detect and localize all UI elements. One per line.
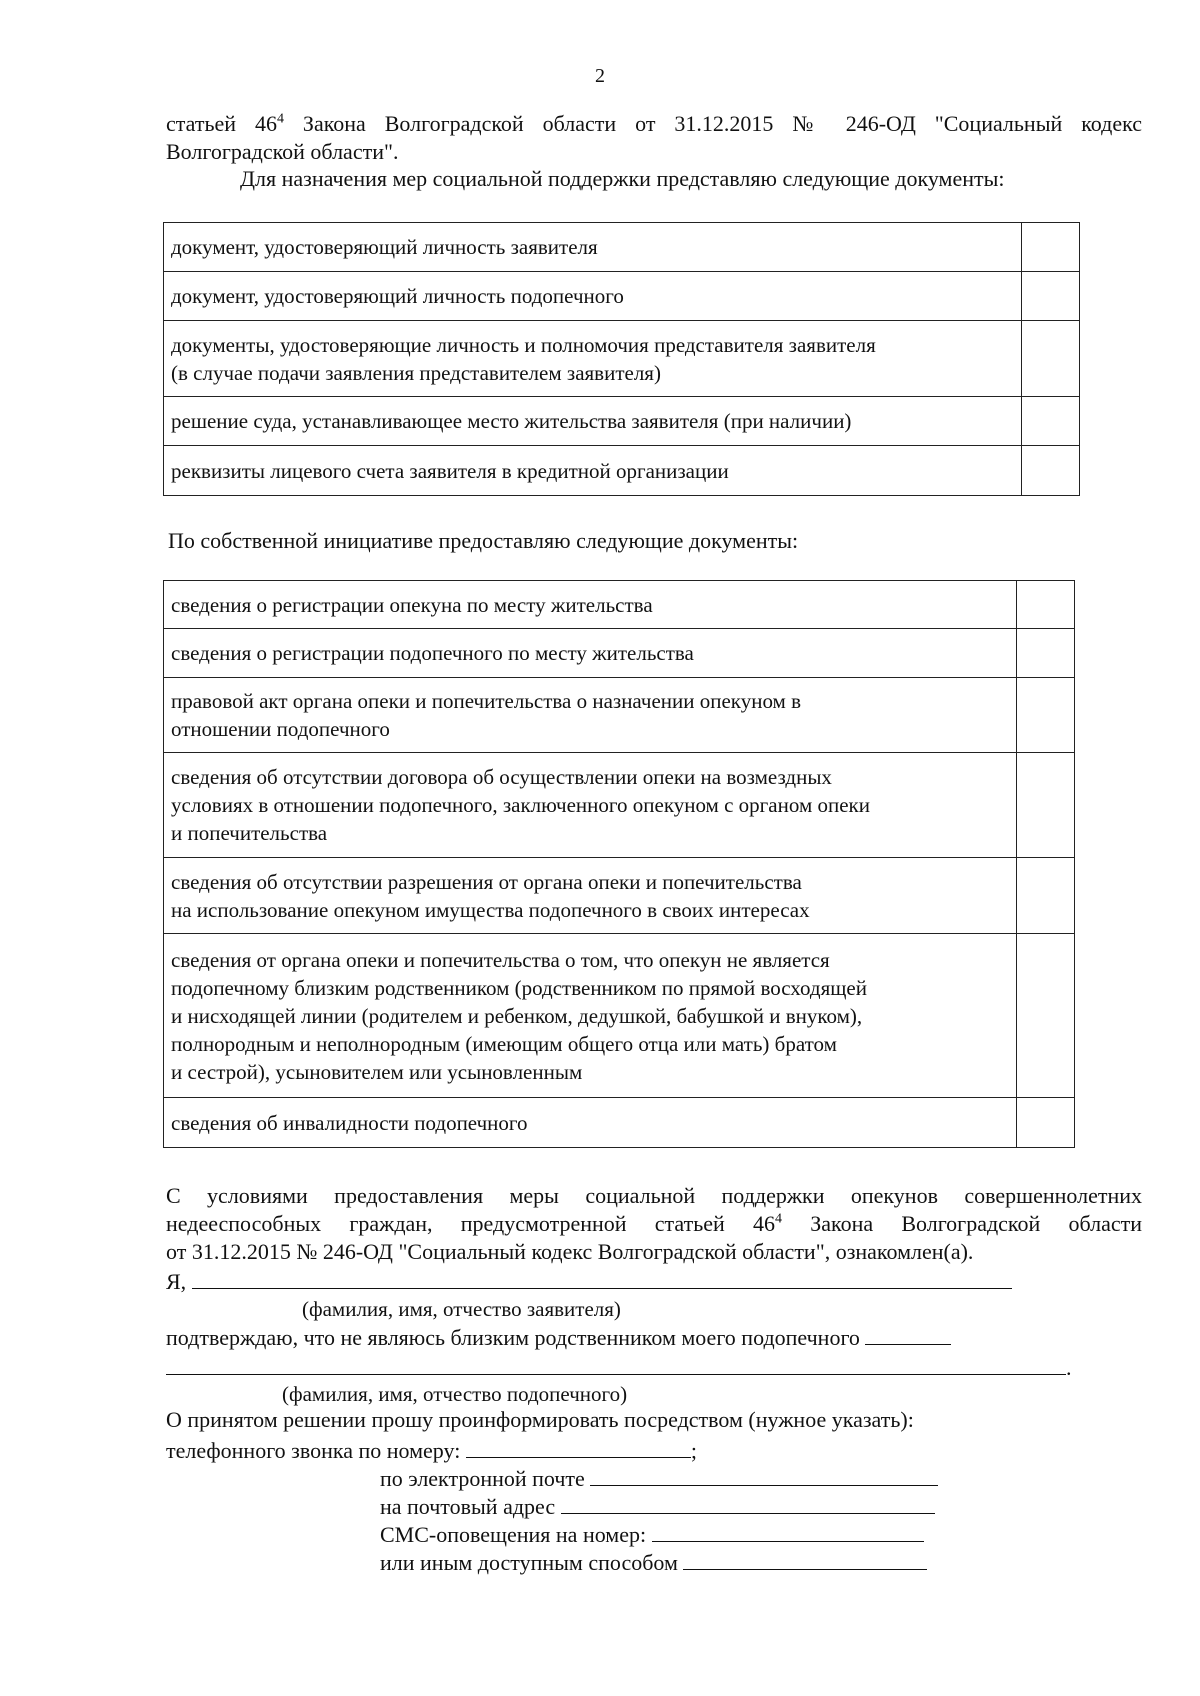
- notify-other-line: [380, 1547, 927, 1577]
- document-description: [164, 223, 1022, 272]
- ward-caption: (фамилия, имя, отчество подопечного): [282, 1382, 628, 1406]
- required-docs-table: [163, 222, 1080, 496]
- conditions-superscript: 4: [775, 1211, 783, 1227]
- notify-intro: О принятом решении прошу проинформировать посредством (нужное указать):: [166, 1407, 914, 1432]
- document-description: [164, 272, 1022, 321]
- document-description: [164, 581, 1017, 629]
- table-row: [164, 272, 1080, 321]
- notify-email-line: [380, 1463, 938, 1493]
- notify-phone-line: [166, 1435, 697, 1465]
- document-description: [164, 1098, 1017, 1148]
- document-checkbox[interactable]: [1022, 321, 1080, 397]
- conditions-line-2: [166, 1210, 1142, 1238]
- document-line: реквизиты лицевого счета заявителя в кредитной организации: [171, 458, 729, 483]
- document-checkbox[interactable]: [1017, 934, 1075, 1098]
- required-docs-lead: Для назначения мер социальной поддержки представляю следующие документы:: [240, 166, 1005, 191]
- notify-post-line: [380, 1491, 935, 1521]
- document-description: [164, 934, 1017, 1098]
- document-line: и сестрой), усыновителем или усыновленным: [171, 1059, 583, 1084]
- confirm-text: подтверждаю, что не являюсь близким родственником моего подопечного: [166, 1325, 860, 1350]
- document-line: документы, удостоверяющие личность и полномочия представителя заявителя: [171, 332, 876, 357]
- document-line: на использование опекуном имущества подопечного в своих интересах: [171, 897, 810, 922]
- document-line: сведения о регистрации опекуна по месту жительства: [171, 592, 653, 617]
- other-method-field[interactable]: [683, 1547, 927, 1570]
- document-description: [164, 629, 1017, 678]
- document-checkbox[interactable]: [1022, 223, 1080, 272]
- conditions-line-1: С условиями предоставления меры социальной поддержки опекунов совершеннолетних: [166, 1183, 1142, 1208]
- conditions-text-a: недееспособных граждан, предусмотренной статьей 46: [166, 1211, 776, 1236]
- table-row: [164, 629, 1075, 678]
- document-checkbox[interactable]: [1022, 272, 1080, 321]
- table-row: [164, 581, 1075, 629]
- table-row: [164, 678, 1075, 753]
- sms-field[interactable]: [652, 1519, 924, 1542]
- intro-line-1: [166, 110, 1142, 138]
- document-line: сведения об отсутствии разрешения от органа опеки и попечительства: [171, 869, 802, 894]
- table-row: [164, 934, 1075, 1098]
- document-checkbox[interactable]: [1017, 858, 1075, 934]
- table-row: [164, 1098, 1075, 1148]
- optional-docs-lead: По собственной инициативе предоставляю следующие документы:: [168, 528, 799, 553]
- ward-line: [166, 1352, 1072, 1382]
- document-line: условиях в отношении подопечного, заключенного опекуном с органом опеки: [171, 793, 870, 817]
- document-checkbox[interactable]: [1017, 753, 1075, 858]
- confirm-line: [166, 1322, 951, 1352]
- document-checkbox[interactable]: [1017, 581, 1075, 629]
- table-row: [164, 397, 1080, 446]
- document-description: [164, 678, 1017, 753]
- document-line: документ, удостоверяющий личность заявителя: [171, 235, 598, 259]
- applicant-line: [166, 1266, 1012, 1296]
- document-line: правовой акт органа опеки и попечительства о назначении опекуном в: [171, 689, 802, 713]
- notify-sms-line: [380, 1519, 924, 1549]
- document-description: [164, 753, 1017, 858]
- notify-phone-end: ;: [690, 1438, 697, 1463]
- document-line: (в случае подачи заявления представителем заявителя): [171, 360, 661, 385]
- document-line: полнородным и неполнородным (имеющим общего отца или мать) братом: [171, 1031, 837, 1056]
- applicant-name-field[interactable]: [192, 1266, 1012, 1289]
- table-row: [164, 753, 1075, 858]
- document-description: [164, 397, 1022, 446]
- conditions-line-3: от 31.12.2015 № 246-ОД "Социальный кодекс Волгоградской области", ознакомлен(а).: [166, 1239, 974, 1264]
- table-row: [164, 321, 1080, 397]
- page-number: 2: [595, 65, 605, 87]
- document-checkbox[interactable]: [1022, 446, 1080, 496]
- document-checkbox[interactable]: [1022, 397, 1080, 446]
- table-row: [164, 223, 1080, 272]
- conditions-text-b: Закона Волгоградской области: [782, 1211, 1143, 1236]
- document-line: сведения о регистрации подопечного по месту жительства: [171, 641, 694, 665]
- notify-other-label: или иным доступным способом: [380, 1550, 678, 1575]
- intro-line-2: Волгоградской области".: [166, 139, 399, 164]
- document-description: [164, 321, 1022, 397]
- intro-paragraph: [166, 110, 1142, 166]
- document-description: [164, 446, 1022, 496]
- document-description: [164, 858, 1017, 934]
- intro-superscript: 4: [276, 111, 284, 127]
- document-line: документ, удостоверяющий личность подопечного: [171, 284, 624, 308]
- document-checkbox[interactable]: [1017, 678, 1075, 753]
- notify-sms-label: СМС-оповещения на номер:: [380, 1522, 647, 1547]
- optional-docs-table: [163, 580, 1075, 1148]
- document-line: сведения от органа опеки и попечительства о том, что опекун не является: [171, 947, 830, 972]
- email-field[interactable]: [590, 1463, 938, 1486]
- intro-text-b: Закона Волгоградской области от 31.12.2015 № 246-ОД "Социальный кодекс: [283, 111, 1143, 136]
- document-line: подопечному близким родственником (родственником по прямой восходящей: [171, 975, 867, 1000]
- notify-phone-label: телефонного звонка по номеру:: [166, 1438, 461, 1463]
- notify-post-label: на почтовый адрес: [380, 1494, 556, 1519]
- table-row: [164, 858, 1075, 934]
- document-line: отношении подопечного: [171, 717, 390, 741]
- intro-text-a: статьей 46: [166, 111, 277, 136]
- post-address-field[interactable]: [561, 1491, 935, 1514]
- conditions-paragraph: [166, 1182, 1142, 1266]
- document-line: сведения об инвалидности подопечного: [171, 1110, 528, 1135]
- ward-line-end: .: [1066, 1355, 1072, 1380]
- document-checkbox[interactable]: [1017, 629, 1075, 678]
- notify-email-label: по электронной почте: [380, 1466, 585, 1491]
- ward-name-field[interactable]: [166, 1352, 1066, 1375]
- document-line: решение суда, устанавливающее место жительства заявителя (при наличии): [171, 409, 852, 433]
- applicant-prefix: Я,: [166, 1269, 187, 1294]
- table-row: [164, 446, 1080, 496]
- document-line: и попечительства: [171, 821, 328, 845]
- applicant-caption: (фамилия, имя, отчество заявителя): [302, 1297, 621, 1321]
- document-line: сведения об отсутствии договора об осуществлении опеки на возмездных: [171, 765, 832, 789]
- document-line: и нисходящей линии (родителем и ребенком, дедушкой, бабушкой и внуком),: [171, 1003, 863, 1028]
- phone-field[interactable]: [466, 1435, 691, 1458]
- confirm-field[interactable]: [865, 1322, 951, 1345]
- document-checkbox[interactable]: [1017, 1098, 1075, 1148]
